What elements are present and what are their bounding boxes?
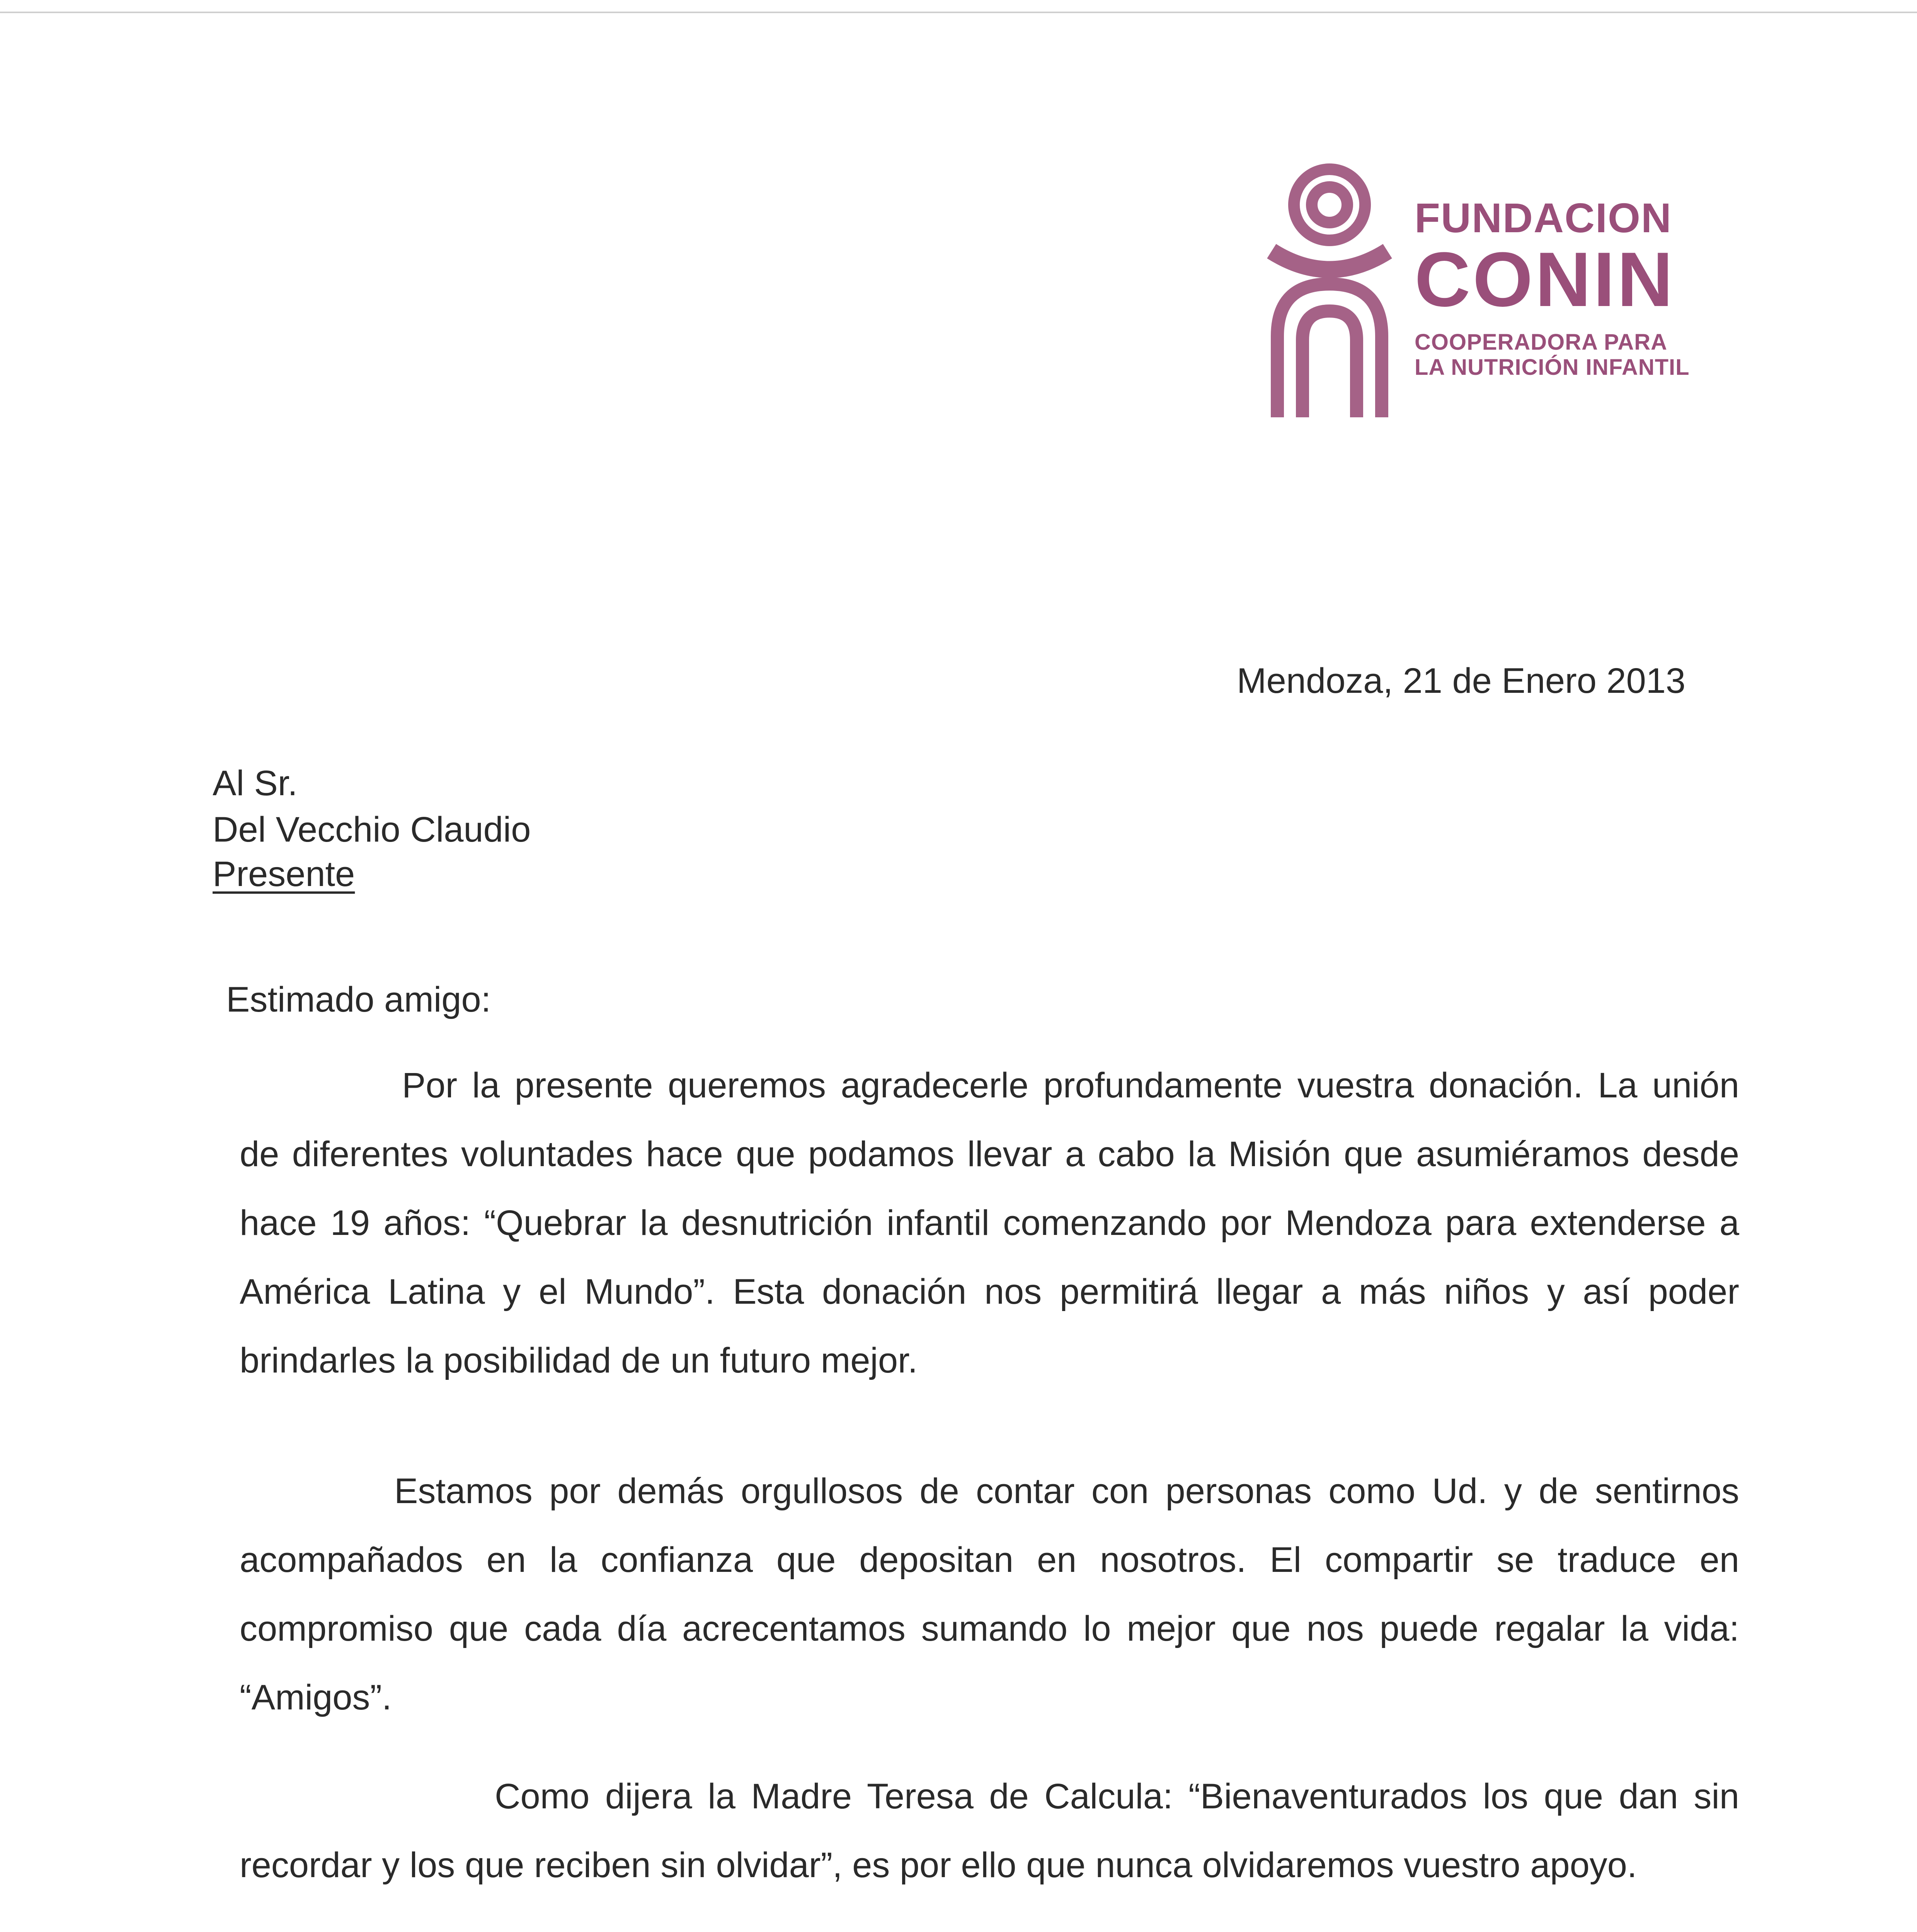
scan-edge-line [0, 12, 1917, 13]
logo-fundacion: FUNDACION [1415, 194, 1672, 241]
conin-emblem-icon [1264, 155, 1395, 417]
letter-date: Mendoza, 21 de Enero 2013 [1237, 661, 1686, 701]
logo-text [1415, 194, 1735, 380]
recipient-presente: Presente [213, 854, 355, 894]
logo-conin: CONIN [1415, 236, 1675, 323]
fundacion-conin-logo [1264, 155, 1735, 417]
body-paragraph-1: Por la presente queremos agradecerle profundamente vuestra donación. La unión de diferentes voluntades hace que podamos llevar a cabo la Misión que asumiéramos desde hace 19 años: “Quebrar la desnutrición infantil comenzando por Mendoza para extenderse a América Latina y el Mundo”. Esta donación nos permitirá llegar a más niños y así poder brindarles la posibilidad de un futuro mejor. [240, 1066, 1739, 1380]
logo-tagline-2: LA NUTRICIÓN INFANTIL [1415, 354, 1690, 380]
recipient-name: Del Vecchio Claudio [213, 810, 531, 849]
greeting: Estimado amigo: [226, 980, 491, 1019]
body-paragraph-2: Estamos por demás orgullosos de contar con personas como Ud. y de sentirnos acompañados en la confianza que depositan en nosotros. El compartir se traduce en compromiso que cada día acrecentamos sumando lo mejor que nos puede regalar la vida: “Amigos”. [240, 1471, 1739, 1717]
recipient-salutation: Al Sr. [213, 764, 298, 803]
logo-tagline-1: COOPERADORA PARA [1415, 330, 1668, 355]
body-paragraph-3: Como dijera la Madre Teresa de Calcula: “Bienaventurados los que dan sin recordar y los que reciben sin olvidar”, es por ello que nunca olvidaremos vuestro apoyo. [240, 1777, 1739, 1885]
